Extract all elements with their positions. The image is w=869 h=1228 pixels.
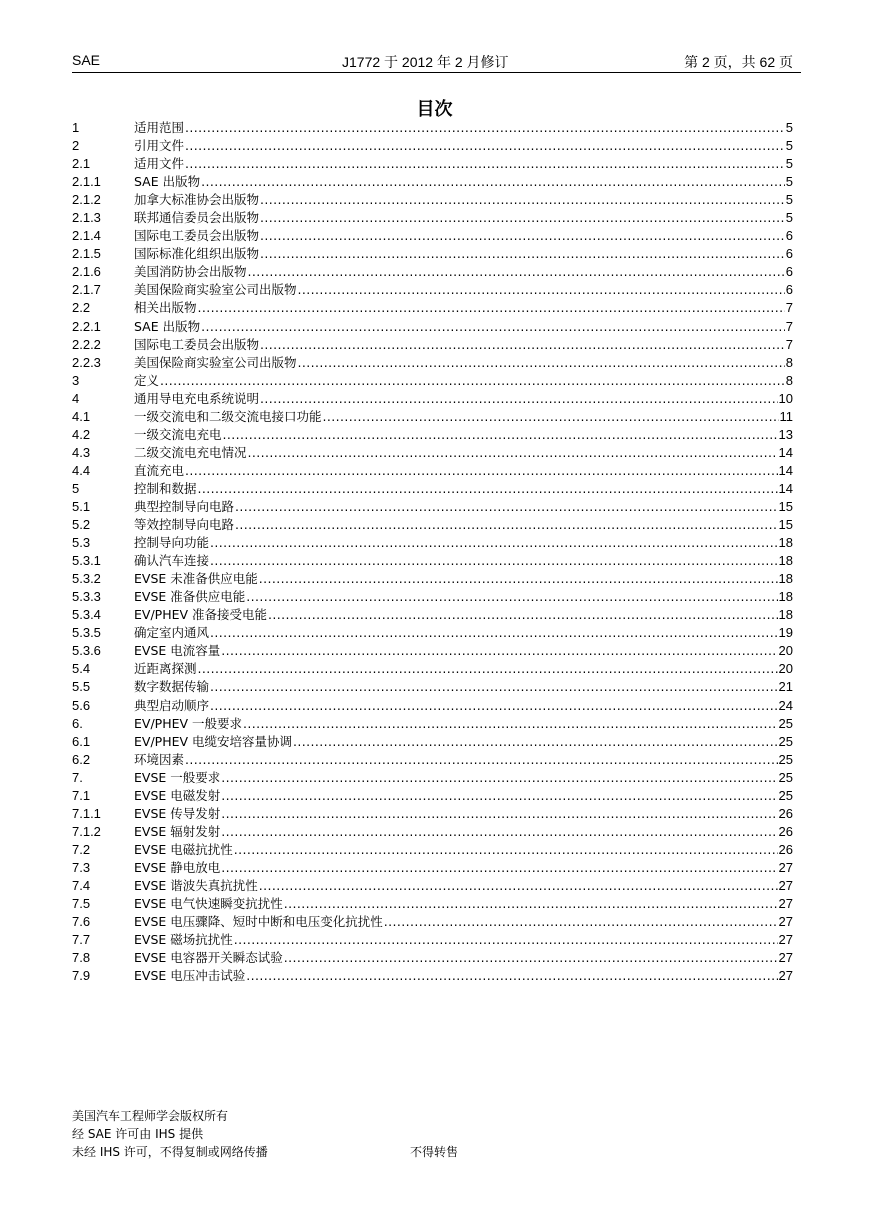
toc-entry-title: 引用文件 (134, 138, 185, 154)
toc-dot-leader (198, 299, 785, 317)
toc-entry-page: 26 (778, 841, 793, 857)
toc-entry-page: 7 (785, 300, 793, 316)
toc-entry-page: 25 (778, 787, 793, 803)
toc-entry-number: 2.1.2 (72, 192, 101, 208)
toc-entry[interactable] (72, 552, 793, 570)
toc-dot-leader (284, 949, 778, 967)
toc-entry[interactable] (72, 498, 793, 516)
toc-entry-title: 适用范围 (134, 120, 185, 135)
toc-entry-number: 7.6 (72, 914, 91, 930)
toc-entry-title: EV/PHEV 电缆安培容量协调 (134, 733, 293, 749)
toc-dot-leader (198, 480, 778, 498)
toc-entry[interactable] (72, 390, 793, 408)
toc-entry-title: EVSE 电压骤降、短时中断和电压变化抗扰性 (134, 914, 383, 930)
toc-entry[interactable] (72, 931, 793, 949)
toc-entry-number: 7.9 (72, 968, 91, 984)
toc-entry-title: EVSE 电气快速瞬变抗扰性 (134, 896, 283, 912)
toc-entry[interactable] (72, 462, 793, 480)
toc-entry[interactable] (72, 624, 793, 642)
toc-entry-number: 5.3.1 (72, 553, 101, 569)
toc-dot-leader (248, 444, 778, 462)
toc-dot-leader (201, 173, 785, 191)
toc-entry[interactable] (72, 299, 793, 317)
toc-dot-leader (248, 263, 785, 281)
toc-entry-page: 5 (785, 138, 793, 154)
toc-entry-number: 7.5 (72, 896, 91, 912)
toc-entry-page: 6 (785, 228, 793, 244)
toc-entry[interactable] (72, 913, 793, 931)
toc-entry-page: 14 (778, 462, 793, 478)
toc-dot-leader (221, 769, 777, 787)
toc-dot-leader (260, 209, 785, 227)
toc-entry-title: EVSE 传导发射 (134, 805, 221, 821)
toc-entry-page: 18 (778, 553, 793, 569)
toc-entry[interactable] (72, 209, 793, 227)
toc-entry-title: EVSE 电容器开关瞬态试验 (134, 950, 283, 966)
toc-entry-page: 19 (778, 625, 793, 641)
toc-entry-page: 5 (785, 210, 793, 226)
toc-dot-leader (243, 715, 778, 733)
toc-entry-page: 18 (778, 589, 793, 605)
toc-entry-number: 7.1.2 (72, 823, 101, 839)
toc-entry-number: 7.2 (72, 841, 91, 857)
toc-entry-page: 18 (778, 607, 793, 623)
toc-dot-leader (298, 281, 785, 299)
toc-entry-page: 27 (778, 877, 793, 893)
toc-dot-leader (293, 733, 778, 751)
toc-entry[interactable] (72, 642, 793, 660)
toc-entry-number: 2.1.5 (72, 246, 101, 262)
toc-entry-number: 5 (72, 480, 80, 496)
toc-dot-leader (260, 245, 785, 263)
toc-entry-number: 2.1.4 (72, 228, 101, 244)
toc-entry[interactable] (72, 841, 793, 859)
toc-entry-page: 27 (778, 859, 793, 875)
toc-entry-title: EVSE 辐射发射 (134, 823, 221, 839)
toc-entry-page: 25 (778, 751, 793, 767)
toc-dot-leader (234, 931, 778, 949)
toc-entry-number: 5.3.2 (72, 571, 101, 587)
toc-entry-number: 7.1 (72, 787, 91, 803)
toc-entry[interactable] (72, 733, 793, 751)
toc-entry-page: 26 (778, 823, 793, 839)
footer-copyright: 美国汽车工程师学会版权所有 (72, 1109, 229, 1123)
toc-entry-number: 2.1.6 (72, 264, 101, 280)
header-divider (72, 72, 801, 73)
toc-dot-leader (210, 678, 778, 696)
toc-entry[interactable] (72, 372, 793, 390)
toc-entry-title: SAE 出版物 (134, 174, 201, 190)
toc-heading: 目次 (416, 99, 453, 120)
toc-dot-leader (235, 516, 778, 534)
toc-entry-number: 7.4 (72, 877, 91, 893)
toc-entry-title: EVSE 电磁抗扰性 (134, 841, 233, 857)
toc-dot-leader (198, 660, 778, 678)
toc-entry-number: 5.3 (72, 535, 91, 551)
toc-entry-title: 数字数据传输 (134, 679, 210, 695)
toc-dot-leader (384, 913, 778, 931)
header-page-number: 第 2 页，共 62 页 (684, 54, 793, 70)
toc-entry-title: EVSE 静电放电 (134, 859, 221, 875)
toc-entry-title: 近距离探测 (134, 661, 197, 677)
toc-entry[interactable] (72, 570, 793, 588)
toc-entry-title: EVSE 磁场抗扰性 (134, 932, 233, 948)
toc-entry[interactable] (72, 787, 793, 805)
toc-entry-number: 4 (72, 390, 80, 406)
toc-dot-leader (259, 570, 778, 588)
toc-dot-leader (298, 354, 785, 372)
toc-entry-page: 5 (785, 192, 793, 208)
toc-entry-number: 5.3.6 (72, 643, 101, 659)
toc-entry[interactable] (72, 859, 793, 877)
toc-entry[interactable] (72, 697, 793, 715)
toc-dot-leader (210, 552, 778, 570)
page-header (72, 52, 801, 72)
toc-dot-leader (259, 877, 778, 895)
toc-entry-title: 典型控制导向电路 (134, 498, 235, 514)
toc-entry-title: 控制导向功能 (134, 535, 210, 551)
toc-entry-title: EV/PHEV 一般要求 (134, 715, 243, 731)
toc-entry-title: 等效控制导向电路 (134, 517, 235, 533)
toc-entry-number: 5.5 (72, 679, 91, 695)
toc-entry-title: 美国消防协会出版物 (134, 264, 247, 280)
toc-entry-page: 5 (785, 120, 793, 135)
toc-entry[interactable] (72, 516, 793, 534)
toc-dot-leader (246, 967, 777, 985)
toc-entry-page: 27 (778, 968, 793, 984)
toc-entry-number: 2.1.3 (72, 210, 101, 226)
toc-entry-page: 7 (785, 318, 793, 334)
toc-entry-page: 6 (785, 264, 793, 280)
footer-provider: 经 SAE 许可由 IHS 提供 (72, 1127, 204, 1141)
toc-entry[interactable] (72, 354, 793, 372)
toc-entry-title: EV/PHEV 准备接受电能 (134, 607, 268, 623)
toc-entry-title: EVSE 电流容量 (134, 643, 221, 659)
toc-entry-number: 7.8 (72, 950, 91, 966)
toc-entry-title: 控制和数据 (134, 480, 197, 496)
toc-entry-page: 6 (785, 282, 793, 298)
toc-dot-leader (185, 751, 778, 769)
page-footer (72, 1107, 459, 1161)
toc-entry-page: 7 (785, 336, 793, 352)
toc-dot-leader (260, 390, 778, 408)
toc-entry-page: 15 (778, 517, 793, 533)
toc-entry-page: 25 (778, 715, 793, 731)
toc-entry-title: 联邦通信委员会出版物 (134, 210, 260, 226)
toc-entry-title: 美国保险商实验室公司出版物 (134, 282, 297, 298)
toc-entry-title: 典型启动顺序 (134, 697, 210, 713)
toc-entry[interactable] (72, 281, 793, 299)
toc-entry-title: 加拿大标准协会出版物 (134, 192, 260, 208)
toc-entry[interactable] (72, 967, 793, 985)
toc-entry[interactable] (72, 426, 793, 444)
toc-entry-number: 4.1 (72, 408, 91, 424)
toc-dot-leader (160, 372, 785, 390)
toc-entry-page: 21 (778, 679, 793, 695)
toc-dot-leader (223, 426, 778, 444)
toc-dot-leader (260, 191, 785, 209)
toc-entry[interactable] (72, 336, 793, 354)
header-document-id: J1772 于 2012 年 2 月修订 (342, 54, 509, 70)
toc-entry-page: 18 (778, 535, 793, 551)
toc-entry-page: 27 (778, 914, 793, 930)
toc-entry[interactable] (72, 678, 793, 696)
toc-entry-title: EVSE 电压冲击试验 (134, 968, 246, 984)
toc-entry-number: 5.2 (72, 517, 91, 533)
toc-entry-number: 6.1 (72, 733, 91, 749)
toc-entry-page: 5 (785, 156, 793, 172)
toc-entry-page: 15 (778, 498, 793, 514)
toc-entry-number: 2.2.3 (72, 354, 101, 370)
toc-dot-leader (221, 859, 777, 877)
toc-dot-leader (185, 462, 778, 480)
toc-entry-title: 一级交流电和二级交流电接口功能 (134, 408, 322, 424)
toc-entry-title: 环境因素 (134, 751, 185, 767)
toc-entry-page: 27 (778, 950, 793, 966)
toc-dot-leader (221, 823, 777, 841)
toc-entry[interactable] (72, 949, 793, 967)
toc-entry-page: 27 (778, 932, 793, 948)
toc-entry-page: 24 (778, 697, 793, 713)
toc-entry-page: 13 (778, 426, 793, 442)
toc-entry-number: 4.3 (72, 444, 91, 460)
toc-entry[interactable] (72, 877, 793, 895)
toc-dot-leader (268, 606, 778, 624)
toc-entry-number: 2.1 (72, 156, 91, 172)
toc-entry-number: 4.2 (72, 426, 91, 442)
toc-entry-number: 4.4 (72, 462, 91, 478)
toc-entry-page: 14 (778, 444, 793, 460)
toc-entry-title: 确定室内通风 (134, 625, 210, 641)
toc-entry-number: 5.3.5 (72, 625, 101, 641)
toc-entry-number: 5.1 (72, 498, 91, 514)
toc-entry-number: 5.3.4 (72, 607, 101, 623)
toc-entry-page: 10 (778, 390, 793, 406)
toc-entry-number: 5.3.3 (72, 589, 101, 605)
toc-entry-page: 18 (778, 571, 793, 587)
toc-entry-number: 7.1.1 (72, 805, 101, 821)
toc-entry[interactable] (72, 318, 793, 336)
toc-entry-page: 8 (785, 354, 793, 370)
toc-entry-page: 11 (779, 408, 793, 424)
toc-entry[interactable] (72, 480, 793, 498)
toc-dot-leader (284, 895, 778, 913)
toc-dot-leader (260, 227, 785, 245)
toc-entry[interactable] (72, 660, 793, 678)
toc-entry-title: 二级交流电充电情况 (134, 444, 247, 460)
toc-entry-page: 20 (778, 643, 793, 659)
toc-entry-page: 25 (778, 769, 793, 785)
toc-entry[interactable] (72, 408, 793, 426)
toc-entry-title: EVSE 一般要求 (134, 769, 221, 785)
toc-dot-leader (234, 841, 778, 859)
toc-entry-title: 美国保险商实验室公司出版物 (134, 354, 297, 370)
toc-entry[interactable] (72, 606, 793, 624)
toc-entry-title: 国际电工委员会出版物 (134, 228, 260, 244)
toc-dot-leader (235, 498, 778, 516)
toc-entry[interactable] (72, 173, 793, 191)
toc-entry[interactable] (72, 534, 793, 552)
toc-entry[interactable] (72, 751, 793, 769)
toc-dot-leader (185, 137, 785, 155)
toc-entry-number: 6. (72, 715, 83, 731)
toc-entry[interactable] (72, 823, 793, 841)
toc-dot-leader (246, 588, 777, 606)
toc-entry-title: EVSE 准备供应电能 (134, 589, 246, 605)
toc-entry-page: 8 (785, 372, 793, 388)
toc-entry-title: EVSE 电磁发射 (134, 787, 221, 803)
toc-entry-page: 14 (778, 480, 793, 496)
toc-entry-title: 国际电工委员会出版物 (134, 336, 260, 352)
toc-entry-number: 1 (72, 120, 80, 135)
toc-entry-title: 确认汽车连接 (134, 553, 210, 569)
toc-dot-leader (323, 408, 779, 426)
toc-entry-page: 20 (778, 661, 793, 677)
toc-entry-title: SAE 出版物 (134, 318, 201, 334)
toc-entry-title: EVSE 未准备供应电能 (134, 571, 258, 587)
toc-dot-leader (221, 642, 777, 660)
toc-entry-number: 5.6 (72, 697, 91, 713)
toc-entry[interactable] (72, 191, 793, 209)
toc-entry-number: 2 (72, 138, 80, 154)
toc-entry-title: 一级交流电充电 (134, 426, 222, 442)
toc-entry-title: 通用导电充电系统说明 (134, 390, 260, 406)
toc-entry[interactable] (72, 263, 793, 281)
toc-entry-page: 6 (785, 246, 793, 262)
toc-entry-page: 26 (778, 805, 793, 821)
toc-dot-leader (210, 697, 778, 715)
toc-entry[interactable] (72, 895, 793, 913)
header-publisher: SAE (72, 52, 101, 68)
toc-entry[interactable] (72, 119, 793, 137)
toc-entry-page: 5 (785, 174, 793, 190)
toc-entry-number: 3 (72, 372, 80, 388)
toc-dot-leader (210, 534, 778, 552)
toc-entry-number: 2.2.1 (72, 318, 101, 334)
toc-entry-title: 直流充电 (134, 462, 185, 478)
toc-dot-leader (260, 336, 785, 354)
toc-entry[interactable] (72, 715, 793, 733)
footer-not-for-resale: 不得转售 (410, 1145, 459, 1159)
toc-entry-number: 5.4 (72, 661, 91, 677)
toc-entry[interactable] (72, 137, 793, 155)
toc-entry-number: 7. (72, 769, 83, 785)
toc-entry-number: 7.3 (72, 859, 91, 875)
toc-entry[interactable] (72, 805, 793, 823)
toc-dot-leader (221, 787, 777, 805)
toc-entry-number: 2.2 (72, 300, 91, 316)
table-of-contents (72, 119, 793, 985)
toc-entry-number: 2.1.1 (72, 174, 101, 190)
toc-entry-number: 6.2 (72, 751, 91, 767)
toc-entry-page: 27 (778, 896, 793, 912)
footer-restriction: 未经 IHS 许可，不得复制或网络传播 (72, 1145, 268, 1159)
toc-dot-leader (210, 624, 778, 642)
toc-entry-number: 7.7 (72, 932, 91, 948)
toc-entry[interactable] (72, 769, 793, 787)
toc-entry-title: 国际标准化组织出版物 (134, 246, 260, 262)
toc-entry[interactable] (72, 155, 793, 173)
toc-entry-page: 25 (778, 733, 793, 749)
toc-dot-leader (185, 119, 785, 137)
toc-entry[interactable] (72, 227, 793, 245)
toc-entry-title: EVSE 谐波失真抗扰性 (134, 877, 258, 893)
toc-entry-title: 适用文件 (134, 156, 185, 172)
toc-entry-title: 相关出版物 (134, 300, 197, 316)
toc-entry-number: 2.1.7 (72, 282, 101, 298)
toc-dot-leader (221, 805, 777, 823)
toc-entry-title: 定义 (134, 372, 160, 388)
toc-entry[interactable] (72, 444, 793, 462)
toc-dot-leader (201, 318, 785, 336)
toc-entry[interactable] (72, 588, 793, 606)
toc-entry-number: 2.2.2 (72, 336, 101, 352)
toc-entry[interactable] (72, 245, 793, 263)
toc-dot-leader (185, 155, 785, 173)
